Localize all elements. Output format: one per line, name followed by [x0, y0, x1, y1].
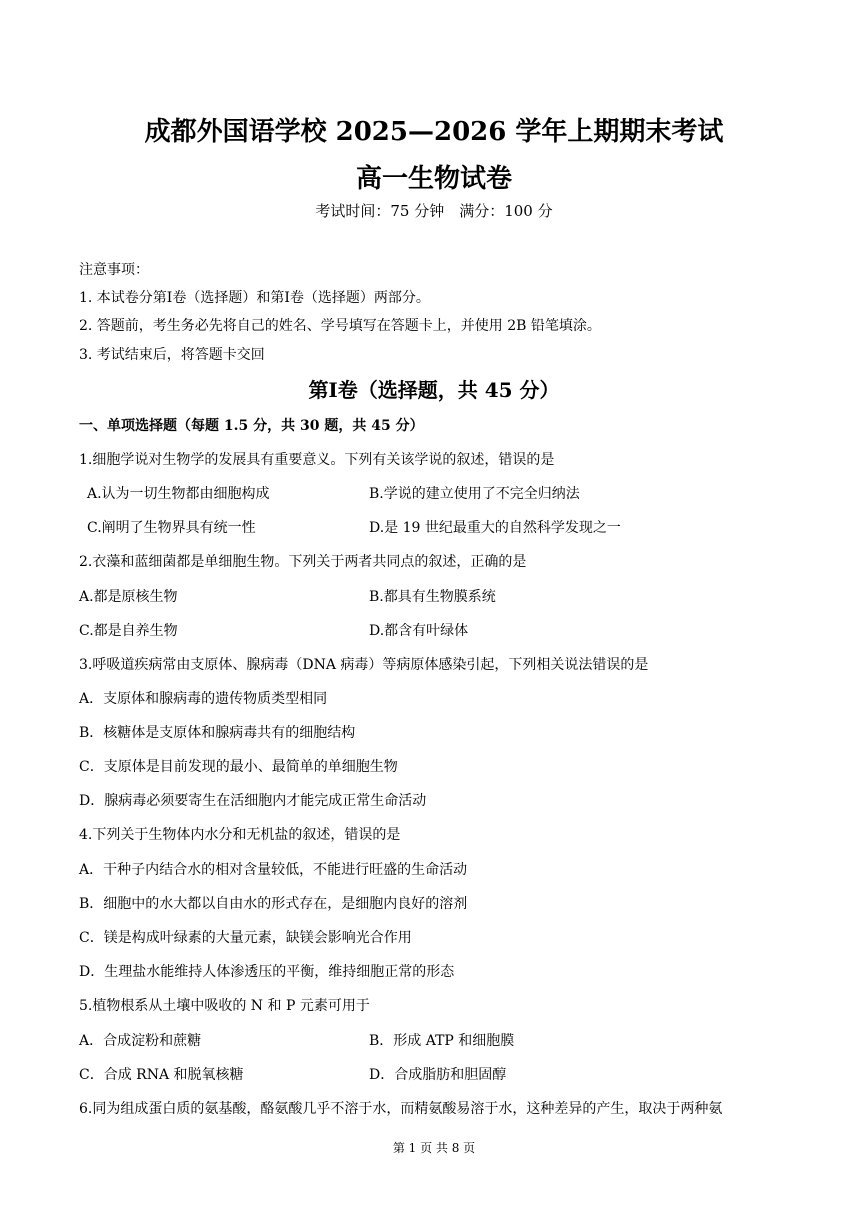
exam-title-line2: 高一生物试卷	[355, 164, 512, 194]
question-5-option-c: C．合成 RNA 和脱氧核糖	[79, 1067, 244, 1083]
question-1-option-b: B.学说的建立使用了不完全归纳法	[369, 486, 580, 502]
question-2-option-d: D.都含有叶绿体	[369, 623, 469, 639]
question-3-stem: 3.呼吸道疾病常由支原体、腺病毒（DNA 病毒）等病原体感染引起，下列相关说法错误的是	[79, 657, 649, 673]
notice-heading: 注意事项：	[79, 262, 149, 278]
question-1-option-a: A.认为一切生物都由细胞构成	[87, 486, 270, 502]
exam-info: 考试时间：75 分钟 满分：100 分	[315, 202, 553, 220]
question-4-option-d: D．生理盐水能维持人体渗透压的平衡，维持细胞正常的形态	[79, 964, 455, 980]
question-4-option-b: B．细胞中的水大都以自由水的形式存在，是细胞内良好的溶剂	[79, 896, 468, 912]
question-1-option-d: D.是 19 世纪最重大的自然科学发现之一	[369, 520, 621, 536]
notice-item-3: 3. 考试结束后，将答题卡交回	[79, 347, 265, 363]
question-5-stem: 5.植物根系从土壤中吸收的 N 和 P 元素可用于	[79, 998, 370, 1014]
question-2-option-b: B.都具有生物膜系统	[369, 589, 496, 605]
question-1-stem: 1.细胞学说对生物学的发展具有重要意义。下列有关该学说的叙述，错误的是	[79, 452, 555, 468]
question-1-option-c: C.阐明了生物界具有统一性	[87, 520, 256, 536]
exam-title-line1: 成都外国语学校 2025—2026 学年上期期末考试	[144, 117, 724, 147]
question-5-option-a: A．合成淀粉和蔗糖	[79, 1033, 202, 1049]
section-title: 一、单项选择题（每题 1.5 分，共 30 题，共 45 分）	[79, 418, 424, 434]
question-5-option-d: D．合成脂肪和胆固醇	[369, 1067, 507, 1083]
question-4-stem: 4.下列关于生物体内水分和无机盐的叙述，错误的是	[79, 827, 401, 843]
notice-item-2: 2. 答题前，考生务必先将自己的姓名、学号填写在答题卡上，并使用 2B 铅笔填涂。	[79, 318, 601, 334]
question-2-option-c: C.都是自养生物	[79, 623, 178, 639]
question-5-option-b: B．形成 ATP 和细胞膜	[369, 1033, 515, 1049]
question-2-stem: 2.衣藻和蓝细菌都是单细胞生物。下列关于两者共同点的叙述，正确的是	[79, 554, 527, 570]
notice-item-1: 1. 本试卷分第Ⅰ卷（选择题）和第Ⅰ卷（选择题）两部分。	[79, 290, 430, 306]
question-4-option-c: C．镁是构成叶绿素的大量元素，缺镁会影响光合作用	[79, 930, 412, 946]
question-3-option-c: C．支原体是目前发现的最小、最简单的单细胞生物	[79, 759, 398, 775]
question-4-option-a: A．干种子内结合水的相对含量较低，不能进行旺盛的生命活动	[79, 862, 468, 878]
question-6-stem: 6.同为组成蛋白质的氨基酸，酪氨酸几乎不溶于水，而精氨酸易溶于水，这种差异的产生，取决于两种氨	[79, 1101, 723, 1117]
part1-title: 第Ⅰ卷（选择题，共 45 分）	[308, 378, 560, 402]
question-2-option-a: A.都是原核生物	[79, 589, 178, 605]
page-footer: 第 1 页 共 8 页	[392, 1141, 476, 1155]
question-3-option-b: B．核糖体是支原体和腺病毒共有的细胞结构	[79, 725, 356, 741]
question-3-option-d: D．腺病毒必须要寄生在活细胞内才能完成正常生命活动	[79, 793, 427, 809]
question-3-option-a: A．支原体和腺病毒的遗传物质类型相同	[79, 691, 328, 707]
